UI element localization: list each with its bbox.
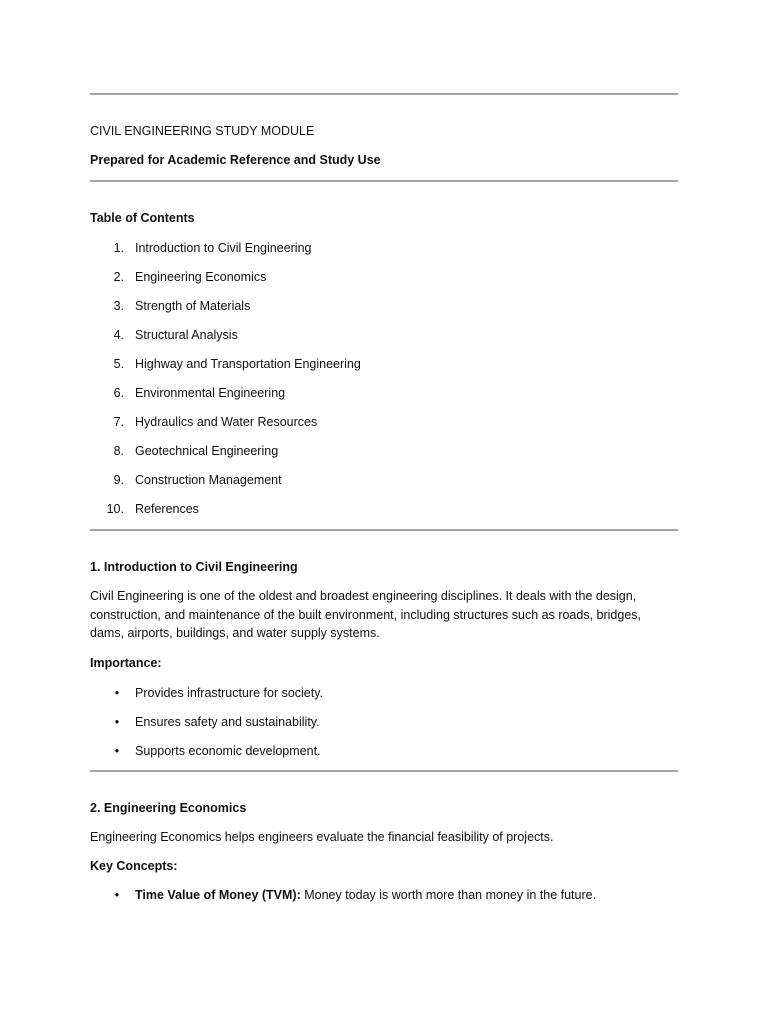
toc-item-number: 9. [113, 473, 124, 487]
bullet-icon: • [114, 888, 120, 902]
toc-item-label: Hydraulics and Water Resources [135, 415, 318, 429]
document-title: CIVIL ENGINEERING STUDY MODULE [90, 124, 315, 138]
section-paragraph: Engineering Economics helps engineers evaluate the financial feasibility of projects. [90, 830, 554, 844]
toc-item[interactable] [90, 269, 678, 285]
list-item [90, 714, 678, 730]
toc-heading: Table of Contents [90, 211, 195, 225]
toc-item-number: 7. [113, 415, 124, 429]
toc-item-number: 1. [113, 241, 124, 255]
list-item [90, 887, 678, 903]
horizontal-rule [90, 529, 678, 531]
toc-item-number: 6. [113, 386, 124, 400]
list-item [90, 743, 678, 759]
toc-item-label: Introduction to Civil Engineering [135, 241, 312, 255]
bullet-icon: • [114, 715, 120, 729]
toc-item[interactable] [90, 356, 678, 372]
key-term-definition: Money today is worth more than money in the future. [300, 888, 597, 902]
list-item-text [135, 887, 596, 903]
toc-item-label: Geotechnical Engineering [135, 444, 279, 458]
toc-item[interactable] [90, 443, 678, 459]
toc-item-label: Strength of Materials [135, 299, 251, 313]
toc-item-number: 4. [113, 328, 124, 342]
toc-item-label: Construction Management [135, 473, 282, 487]
toc-item-number: 5. [113, 357, 124, 371]
toc-item[interactable] [90, 501, 678, 517]
section-subheading: Key Concepts: [90, 859, 178, 873]
bullet-icon: • [114, 744, 120, 758]
toc-item[interactable] [90, 472, 678, 488]
section-heading: 1. Introduction to Civil Engineering [90, 560, 298, 574]
toc-item-label: Structural Analysis [135, 328, 238, 342]
toc-item[interactable] [90, 327, 678, 343]
toc-item[interactable] [90, 414, 678, 430]
list-item-text: Provides infrastructure for society. [135, 686, 324, 700]
list-item-text: Supports economic development. [135, 744, 321, 758]
toc-item-number: 2. [113, 270, 124, 284]
toc-item[interactable] [90, 240, 678, 256]
toc-item-number: 3. [113, 299, 124, 313]
toc-item-label: References [135, 502, 199, 516]
toc-item-label: Engineering Economics [135, 270, 267, 284]
toc-item-number: 8. [113, 444, 124, 458]
toc-item-label: Environmental Engineering [135, 386, 286, 400]
bullet-icon: • [114, 686, 120, 700]
horizontal-rule [90, 93, 678, 95]
document-subtitle: Prepared for Academic Reference and Study Use [90, 153, 381, 167]
toc-item[interactable] [90, 298, 678, 314]
section-paragraph: Civil Engineering is one of the oldest and broadest engineering disciplines. It deals with the design, construction, and maintenance of the built environment, including structures such as roads, bridges, dams, airports, buildings, and water supply systems. [90, 589, 642, 641]
horizontal-rule [90, 770, 678, 772]
section-heading: 2. Engineering Economics [90, 801, 247, 815]
toc-item-label: Highway and Transportation Engineering [135, 357, 361, 371]
key-term: Time Value of Money (TVM): [135, 888, 301, 902]
horizontal-rule [90, 180, 678, 182]
toc-item-number: 10. [106, 502, 124, 516]
list-item [90, 685, 678, 701]
section-subheading: Importance: [90, 656, 162, 670]
toc-item[interactable] [90, 385, 678, 401]
list-item-text: Ensures safety and sustainability. [135, 715, 320, 729]
